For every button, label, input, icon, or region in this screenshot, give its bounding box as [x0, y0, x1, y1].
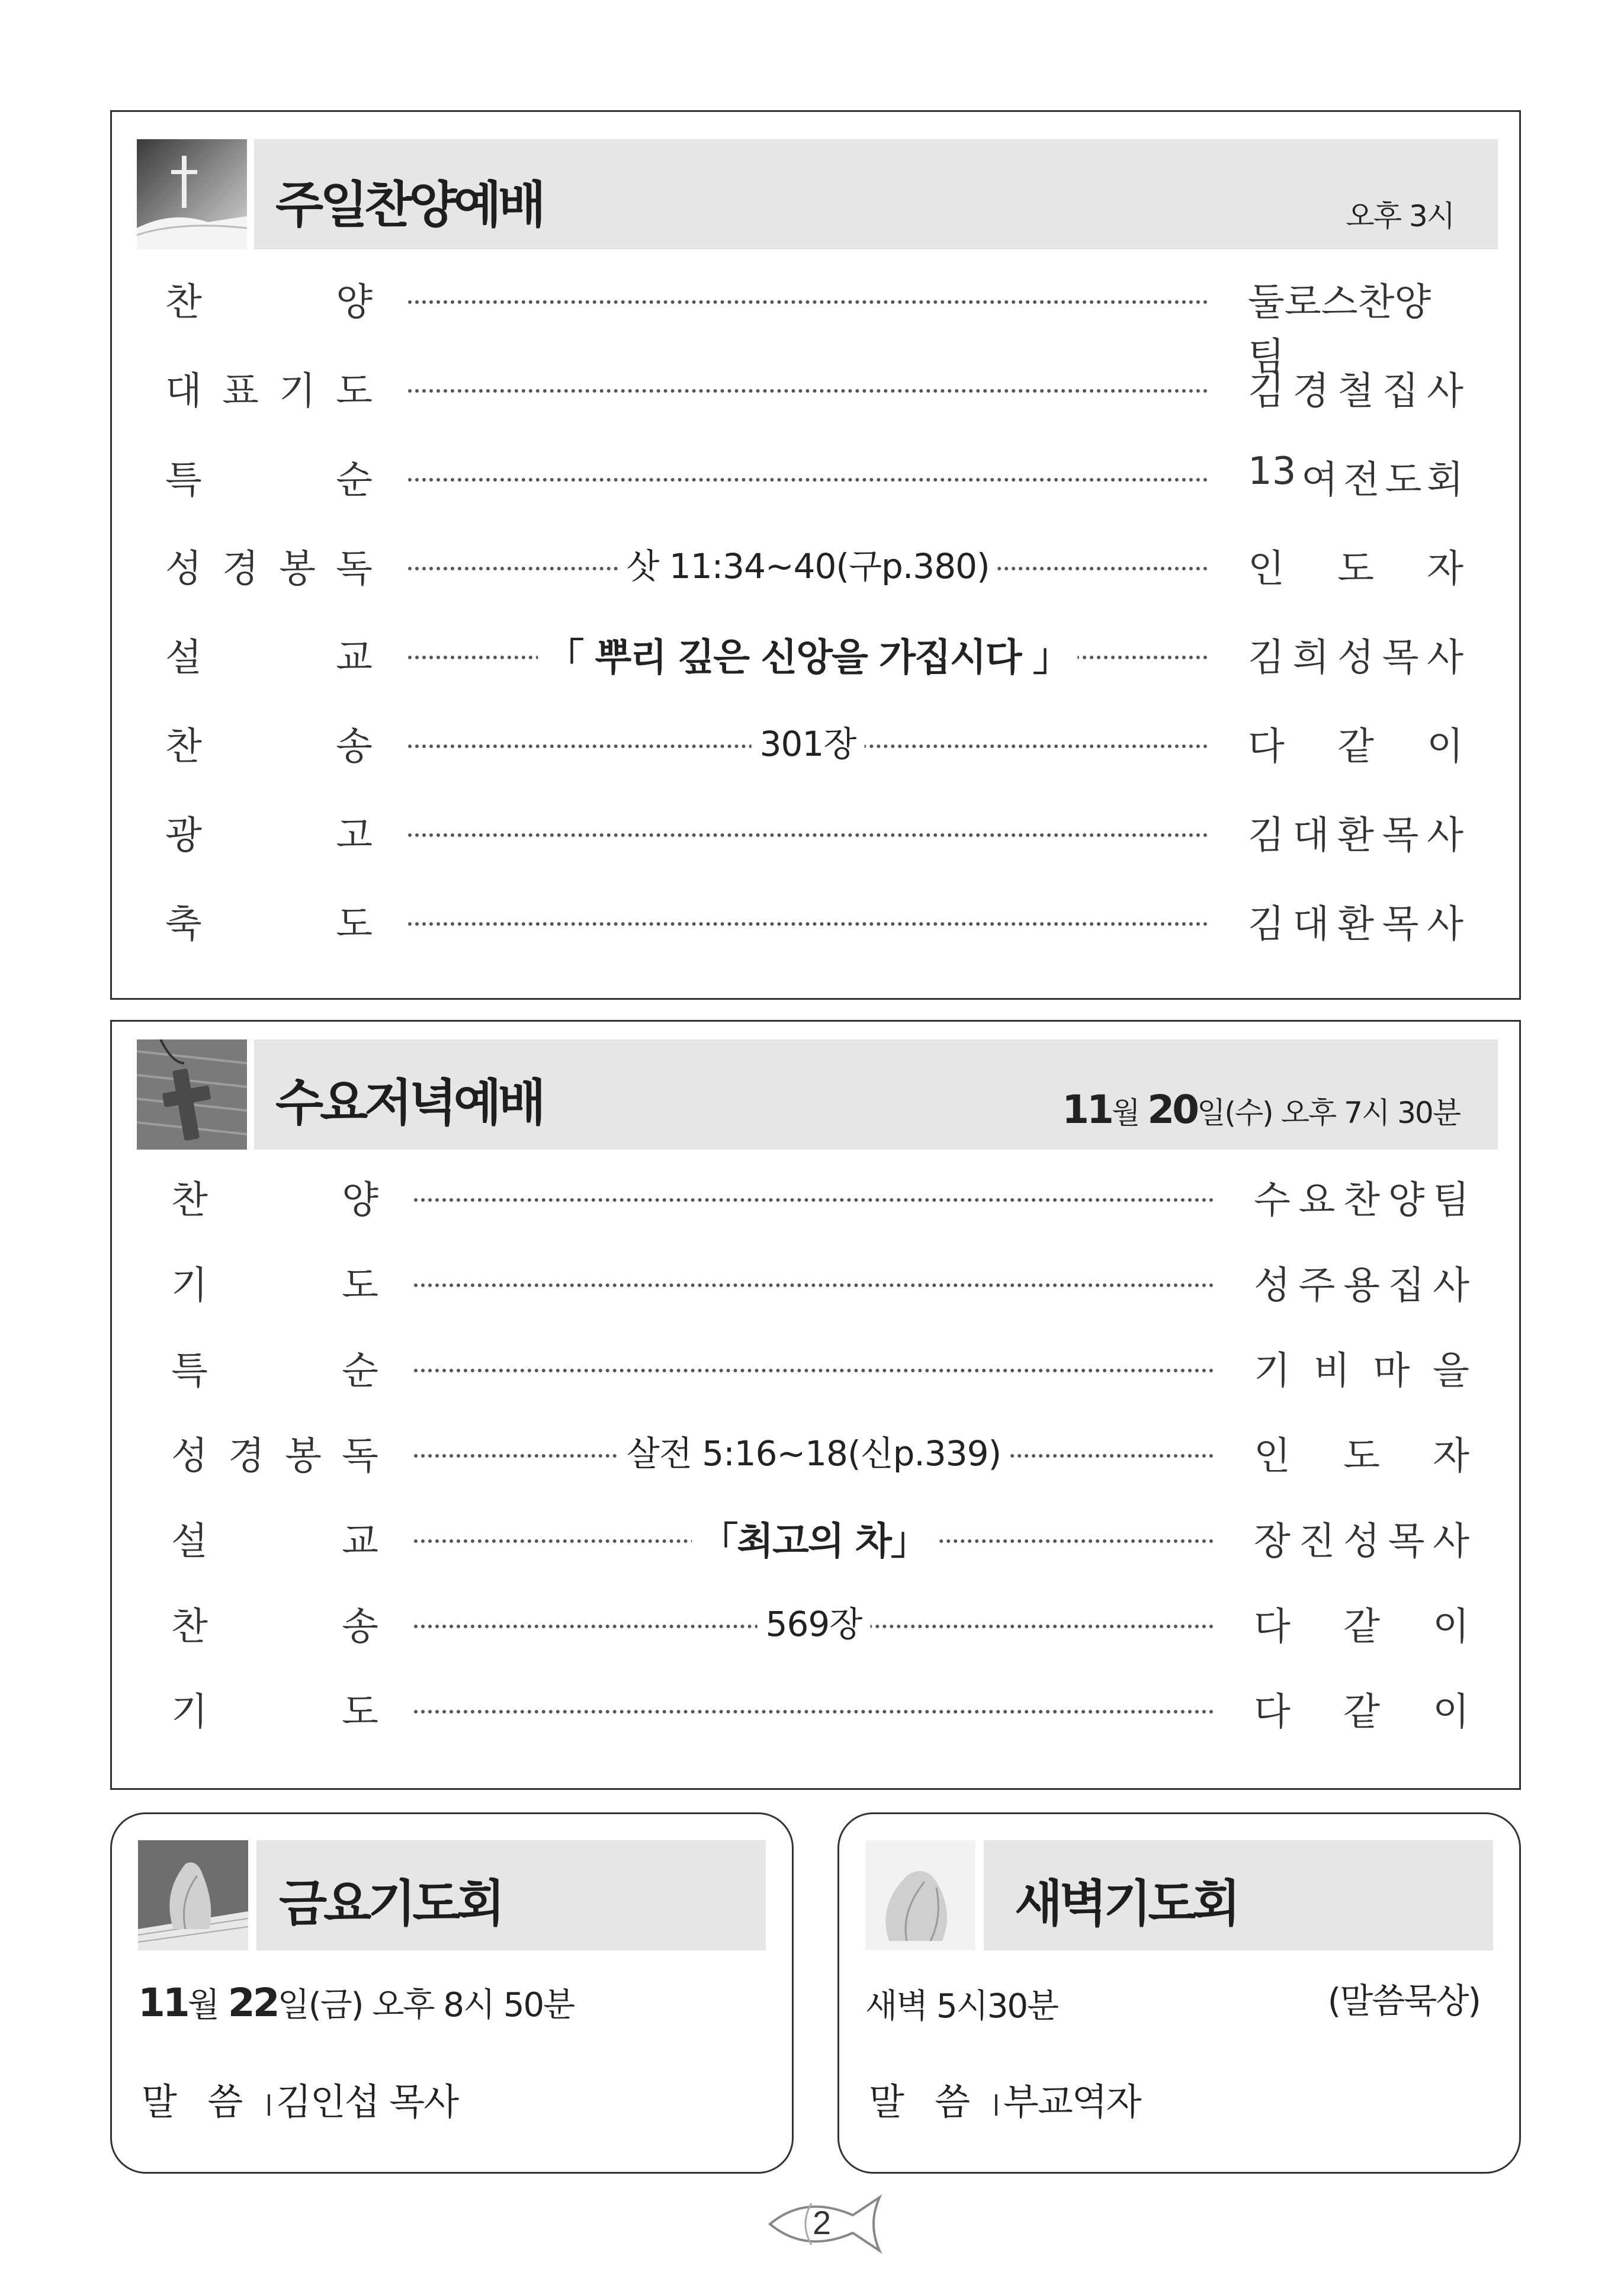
item-detail: 569장 [758, 1596, 871, 1646]
person-char: 사 [1433, 1264, 1469, 1308]
divider-bar [268, 2094, 270, 2116]
person-char: 철 [1337, 370, 1374, 413]
label-char: 경 [222, 547, 259, 591]
item-person [1248, 450, 1463, 504]
item-person [1248, 361, 1463, 415]
label-char: 도 [342, 1264, 378, 1308]
friday-prayer-box [110, 1812, 794, 2174]
item-person [1254, 1426, 1469, 1480]
person-char: 목 [1382, 636, 1419, 680]
person-char: 성 [1254, 1264, 1291, 1308]
wooden-cross-icon [137, 1039, 247, 1150]
schedule-row [112, 894, 1519, 947]
schedule-row [112, 1170, 1519, 1223]
person-char: 성 [1343, 1520, 1380, 1564]
item-label [171, 1511, 378, 1565]
label-char: 축 [165, 903, 202, 946]
praying-hands-thumbnail-friday [138, 1840, 248, 1950]
item-person [1248, 538, 1463, 593]
dawn-note: (말씀묵상) [1327, 1981, 1480, 2021]
wednesday-day: 20 [1147, 1087, 1198, 1132]
divider-bar [995, 2094, 997, 2116]
item-label [171, 1681, 378, 1736]
schedule-row [112, 1426, 1519, 1479]
person-char: 자 [1427, 547, 1463, 591]
dawn-time: 새벽 5시30분 [865, 1987, 1058, 2026]
friday-speaker: 김인섭 목사 [275, 2080, 458, 2123]
person-char: 마 [1373, 1349, 1410, 1393]
item-person [1254, 1255, 1469, 1310]
schedule-row [112, 272, 1519, 379]
label-char: 순 [342, 1349, 378, 1393]
person-char: 환 [1337, 814, 1374, 858]
label-char: 기 [171, 1690, 208, 1734]
label-char: 도 [336, 370, 373, 413]
cross-bible-thumbnail [137, 139, 247, 249]
item-detail: 301장 [752, 716, 865, 766]
person-char: 목 [1382, 814, 1419, 858]
person-char: 사 [1433, 1520, 1469, 1564]
label-char: 기 [279, 370, 316, 413]
person-char: 13 [1248, 450, 1296, 493]
person-char: 사 [1427, 370, 1463, 413]
person-char: 환 [1337, 903, 1374, 946]
item-label [171, 1170, 378, 1224]
friday-month: 11 [138, 1980, 188, 2026]
person-char: 을 [1433, 1349, 1469, 1393]
person-char: 다 [1254, 1605, 1291, 1649]
praying-hands-icon [138, 1840, 248, 1950]
friday-speaker-label: 말 씀 [142, 2080, 246, 2123]
person-char: 둘로스찬양팀 [1248, 281, 1432, 379]
leader-dots [408, 922, 1208, 926]
schedule-row [112, 627, 1519, 681]
item-label [165, 716, 373, 771]
item-detail: 삿 11:34~40(구p.380) [618, 538, 997, 588]
person-char: 사 [1427, 814, 1463, 858]
sunday-title: 주일찬양예배 [275, 176, 543, 234]
schedule-row [112, 538, 1519, 592]
person-char: 양 [1388, 1179, 1425, 1222]
schedule-row [112, 1340, 1519, 1394]
label-char: 독 [342, 1435, 378, 1478]
person-char: 김 [1248, 903, 1285, 946]
item-person [1248, 627, 1463, 682]
leader-dots [414, 1369, 1214, 1372]
leader-dots [408, 833, 1208, 837]
schedule-row [112, 1511, 1519, 1564]
person-char: 같 [1337, 725, 1374, 769]
person-char: 주 [1298, 1264, 1336, 1308]
person-char: 성 [1337, 636, 1374, 680]
person-char: 김 [1248, 370, 1285, 413]
wednesday-month: 11 [1062, 1087, 1112, 1132]
item-person [1254, 1511, 1469, 1565]
label-char: 송 [342, 1605, 378, 1649]
person-char: 사 [1427, 903, 1463, 946]
item-person [1254, 1340, 1469, 1395]
dawn-speaker-line [869, 2072, 1141, 2125]
item-person [1254, 1681, 1469, 1736]
person-char: 기 [1254, 1349, 1291, 1393]
item-label [165, 805, 373, 859]
person-char: 대 [1292, 903, 1330, 946]
label-char: 설 [171, 1520, 208, 1564]
item-label [165, 450, 373, 504]
person-char: 인 [1248, 547, 1285, 591]
person-char: 목 [1382, 903, 1419, 946]
person-char: 김 [1248, 814, 1285, 858]
sunday-service-box [110, 110, 1521, 1000]
label-char: 찬 [171, 1605, 208, 1649]
label-char: 대 [165, 370, 202, 413]
item-label [165, 272, 373, 326]
label-char: 경 [228, 1435, 265, 1478]
dawn-prayer-box [837, 1812, 1521, 2174]
item-label [165, 627, 373, 682]
friday-datetime [138, 1979, 574, 2026]
person-char: 도 [1385, 458, 1422, 502]
person-char: 같 [1343, 1605, 1380, 1649]
person-char: 목 [1388, 1520, 1425, 1564]
label-char: 광 [165, 814, 202, 858]
friday-title: 금요기도회 [279, 1875, 502, 1933]
person-char: 진 [1298, 1520, 1336, 1564]
person-char: 이 [1433, 1690, 1469, 1734]
item-label [171, 1255, 378, 1310]
label-char: 성 [165, 547, 202, 591]
schedule-row [112, 1255, 1519, 1308]
item-label [171, 1340, 378, 1395]
dawn-speaker-label: 말 씀 [869, 2080, 973, 2123]
person-char: 자 [1433, 1435, 1469, 1478]
dawn-title: 새벽기도회 [1015, 1875, 1237, 1933]
label-char: 성 [171, 1435, 208, 1478]
praying-hands-thumbnail-dawn [865, 1840, 975, 1950]
item-label [165, 361, 373, 415]
person-char: 다 [1248, 725, 1285, 769]
schedule-row [112, 1596, 1519, 1650]
schedule-row [112, 361, 1519, 414]
person-char: 집 [1382, 370, 1419, 413]
item-detail: 「최고의 차」 [692, 1511, 936, 1565]
item-person [1248, 894, 1463, 948]
item-label [165, 894, 373, 948]
label-char: 송 [336, 725, 373, 769]
leader-dots [414, 1283, 1214, 1287]
praying-hands-light-icon [865, 1840, 975, 1950]
page-number-fish [764, 2191, 882, 2257]
label-char: 독 [336, 547, 373, 591]
label-char: 양 [336, 281, 373, 325]
label-char: 봉 [279, 547, 316, 591]
person-char: 회 [1427, 458, 1463, 502]
person-char: 수 [1254, 1179, 1291, 1222]
leader-dots [408, 389, 1208, 393]
person-char: 이 [1427, 725, 1463, 769]
wednesday-day-unit: 일(수) 오후 7시 30분 [1197, 1096, 1460, 1130]
person-char: 대 [1292, 814, 1330, 858]
schedule-row [112, 1681, 1519, 1735]
person-char: 여 [1301, 458, 1339, 502]
label-char: 봉 [285, 1435, 322, 1478]
label-char: 교 [336, 636, 373, 680]
cross-wood-thumbnail [137, 1039, 247, 1150]
person-char: 경 [1292, 370, 1330, 413]
person-char: 요 [1298, 1179, 1336, 1222]
page-number: 2 [813, 2204, 832, 2241]
person-char: 다 [1254, 1690, 1291, 1734]
label-char: 찬 [165, 725, 202, 769]
item-label [171, 1596, 378, 1651]
wednesday-service-box [110, 1020, 1521, 1790]
leader-dots [414, 1710, 1214, 1713]
item-person [1254, 1596, 1469, 1651]
leader-dots [414, 1198, 1214, 1202]
item-detail: 「 뿌리 깊은 신앙을 가집시다 」 [538, 627, 1077, 682]
leader-dots [408, 300, 1208, 304]
person-char: 희 [1292, 636, 1330, 680]
schedule-row [112, 450, 1519, 503]
item-person [1248, 805, 1463, 859]
sunday-time: 오후 3시 [1346, 199, 1454, 233]
label-char: 교 [342, 1520, 378, 1564]
label-char: 기 [171, 1264, 208, 1308]
person-char: 같 [1343, 1690, 1380, 1734]
friday-month-unit: 월 [187, 1986, 219, 2024]
person-char: 찬 [1343, 1179, 1380, 1222]
person-char: 집 [1388, 1264, 1425, 1308]
friday-day-unit: 일(금) 오후 8시 50분 [277, 1986, 575, 2024]
item-label [171, 1426, 378, 1480]
person-char: 사 [1427, 636, 1463, 680]
dawn-speaker: 부교역자 [1003, 2080, 1141, 2123]
label-char: 도 [336, 903, 373, 946]
person-char: 인 [1254, 1435, 1291, 1478]
person-char: 이 [1433, 1605, 1469, 1649]
item-person [1254, 1170, 1469, 1224]
item-detail: 살전 5:16~18(신p.339) [618, 1426, 1009, 1475]
wednesday-title: 수요저녁예배 [275, 1074, 543, 1132]
label-char: 찬 [171, 1179, 208, 1222]
label-char: 양 [342, 1179, 378, 1222]
wednesday-month-unit: 월 [1111, 1096, 1140, 1130]
person-char: 용 [1343, 1264, 1380, 1308]
label-char: 특 [165, 458, 202, 502]
friday-speaker-line [142, 2072, 458, 2125]
wednesday-time [1062, 1087, 1460, 1132]
label-char: 표 [222, 370, 259, 413]
label-char: 특 [171, 1349, 208, 1393]
item-person [1248, 716, 1463, 771]
person-char: 전 [1343, 458, 1380, 502]
label-char: 찬 [165, 281, 202, 325]
leader-dots [408, 478, 1208, 482]
label-char: 고 [336, 814, 373, 858]
person-char: 비 [1313, 1349, 1350, 1393]
schedule-row [112, 805, 1519, 858]
person-char: 장 [1254, 1520, 1291, 1564]
person-char: 팀 [1433, 1179, 1469, 1222]
label-char: 도 [342, 1690, 378, 1734]
label-char: 순 [336, 458, 373, 502]
item-label [165, 538, 373, 593]
person-char: 도 [1337, 547, 1374, 591]
label-char: 설 [165, 636, 202, 680]
schedule-row [112, 716, 1519, 769]
cross-icon [137, 139, 247, 249]
person-char: 김 [1248, 636, 1285, 680]
friday-day: 22 [227, 1980, 278, 2026]
person-char: 도 [1343, 1435, 1380, 1478]
